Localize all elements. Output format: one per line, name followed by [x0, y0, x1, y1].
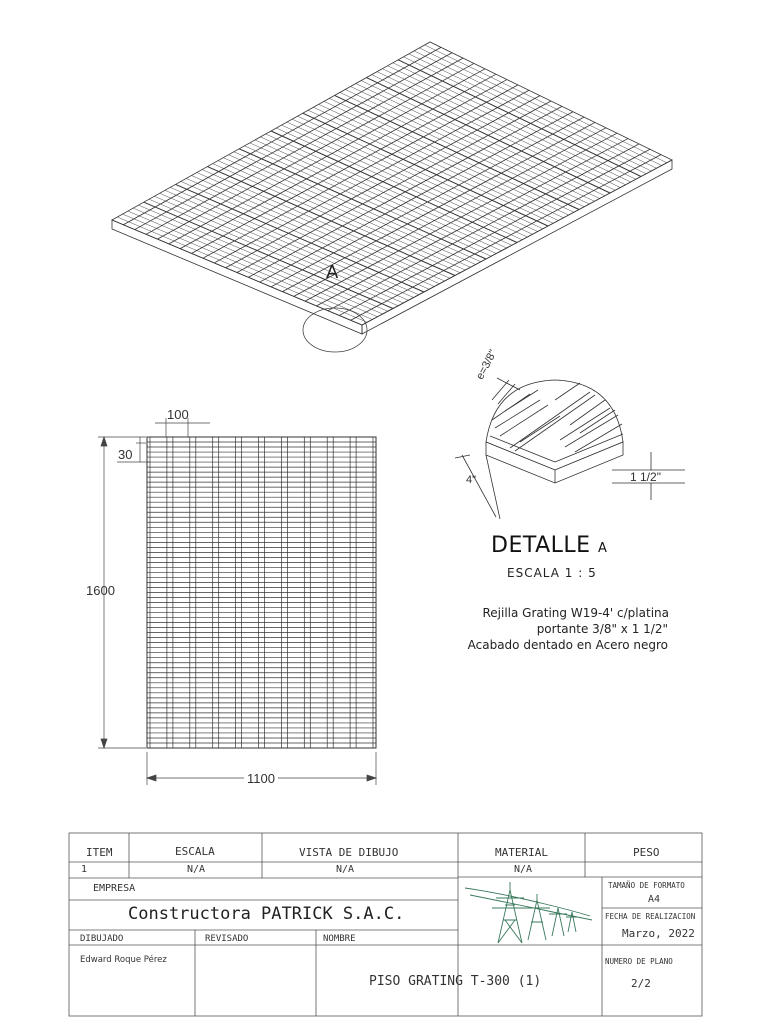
isometric-grating-view [112, 42, 672, 334]
tb-escala-value: N/A [187, 864, 206, 875]
iso-cross-bar [271, 131, 517, 243]
iso-cross-bar [133, 208, 382, 314]
iso-cross-bar [250, 143, 497, 254]
iso-cross-bar [207, 167, 455, 276]
iso-cross-bar [404, 57, 647, 174]
iso-cross-bar [409, 54, 652, 171]
plan-dimension-lines [98, 418, 376, 785]
iso-cross-bar [340, 92, 584, 206]
iso-cross-bar [239, 149, 486, 259]
iso-cross-bar [382, 69, 625, 185]
iso-cross-bar [213, 164, 460, 273]
iso-cross-bar [170, 187, 419, 294]
detail-thickness-label: e=3/8" [474, 347, 500, 382]
iso-cross-bar [414, 51, 656, 168]
iso-cross-bar [245, 146, 492, 256]
detail-note-1: Rejilla Grating W19-4' c/platina [482, 606, 669, 620]
tb-escala-label: ESCALA [175, 845, 215, 858]
tb-vista-value: N/A [336, 864, 355, 875]
tb-numero-value: 2/2 [631, 977, 651, 990]
iso-cross-bar [356, 84, 600, 199]
iso-cross-bar [197, 173, 445, 281]
iso-cross-bar [192, 176, 440, 284]
iso-cross-bar [154, 196, 403, 303]
tb-numero-label: NUMERO DE PLANO [605, 957, 673, 966]
iso-cross-bar [345, 89, 589, 204]
iso-cross-bar [139, 205, 388, 311]
tb-tamano-value: A4 [648, 894, 661, 905]
iso-cross-bar [366, 78, 610, 193]
iso-cross-bar [149, 199, 398, 306]
dim-bar-gap: 30 [118, 447, 133, 462]
iso-cross-bar [266, 134, 512, 245]
iso-cross-bar [372, 75, 615, 191]
dim-width: 1100 [244, 771, 278, 786]
iso-cross-bar [144, 202, 393, 308]
iso-cross-bar [425, 45, 667, 163]
iso-cross-bar [218, 161, 465, 270]
tb-empresa-value: Constructora PATRICK S.A.C. [128, 904, 405, 924]
detail-a-marker [303, 308, 367, 352]
tb-empresa-label: EMPRESA [93, 883, 136, 894]
iso-cross-bar [398, 60, 641, 177]
detail-depth-label: 4" [466, 474, 477, 486]
iso-cross-bar [361, 81, 605, 196]
iso-cross-bar [419, 48, 661, 166]
iso-cross-bar [223, 158, 470, 268]
tb-nombre-value: PISO GRATING T-300 (1) [369, 974, 542, 989]
iso-cross-bar [260, 137, 506, 248]
tb-revisado-label: REVISADO [205, 934, 249, 944]
tb-item-label: ITEM [86, 846, 113, 859]
iso-side-face [112, 220, 362, 334]
tb-vista-label: VISTA DE DIBUJO [299, 846, 399, 859]
tb-tamano-label: TAMAÑO DE FORMATO [608, 881, 685, 890]
iso-cross-bar [229, 155, 476, 265]
iso-cross-bar [160, 193, 409, 300]
tb-fecha-label: FECHA DE REALIZACION [605, 912, 696, 921]
tb-item-value: 1 [81, 864, 88, 875]
transmission-tower-logo [465, 882, 592, 943]
detail-note-3: Acabado dentado en Acero negro [467, 638, 668, 652]
iso-cross-bar [186, 178, 434, 286]
detail-note-2: portante 3/8" x 1 1/2" [536, 622, 668, 636]
iso-cross-bar [234, 152, 481, 262]
dim-height: 1600 [86, 583, 115, 598]
tb-material-label: MATERIAL [495, 846, 548, 859]
detail-title-text: DETALLE [491, 533, 591, 558]
tb-dibujado-value: Edward Roque Pérez [80, 955, 167, 965]
iso-cross-bar [388, 66, 631, 182]
plan-view-grating [147, 437, 376, 748]
iso-cross-bar [176, 184, 424, 292]
tb-fecha-value: Marzo, 2022 [622, 927, 695, 940]
iso-cross-bar [393, 63, 636, 179]
view-label-a: A [326, 262, 339, 283]
tb-peso-label: PESO [633, 846, 660, 859]
detail-scale: ESCALA 1 : 5 [507, 566, 597, 580]
iso-side-face [362, 160, 672, 334]
iso-cross-bar [165, 190, 414, 297]
iso-cross-bar [181, 181, 429, 289]
iso-cross-bar [377, 72, 620, 188]
tb-nombre-label: NOMBRE [323, 934, 356, 944]
detail-a-view [455, 378, 685, 519]
detail-height-label: 1 1/2" [630, 470, 661, 484]
tb-dibujado-label: DIBUJADO [80, 934, 124, 944]
detail-title-suffix: A [598, 541, 608, 556]
detail-title [491, 533, 607, 558]
dim-width-top: 100 [167, 407, 189, 422]
tb-material-value: N/A [514, 864, 533, 875]
